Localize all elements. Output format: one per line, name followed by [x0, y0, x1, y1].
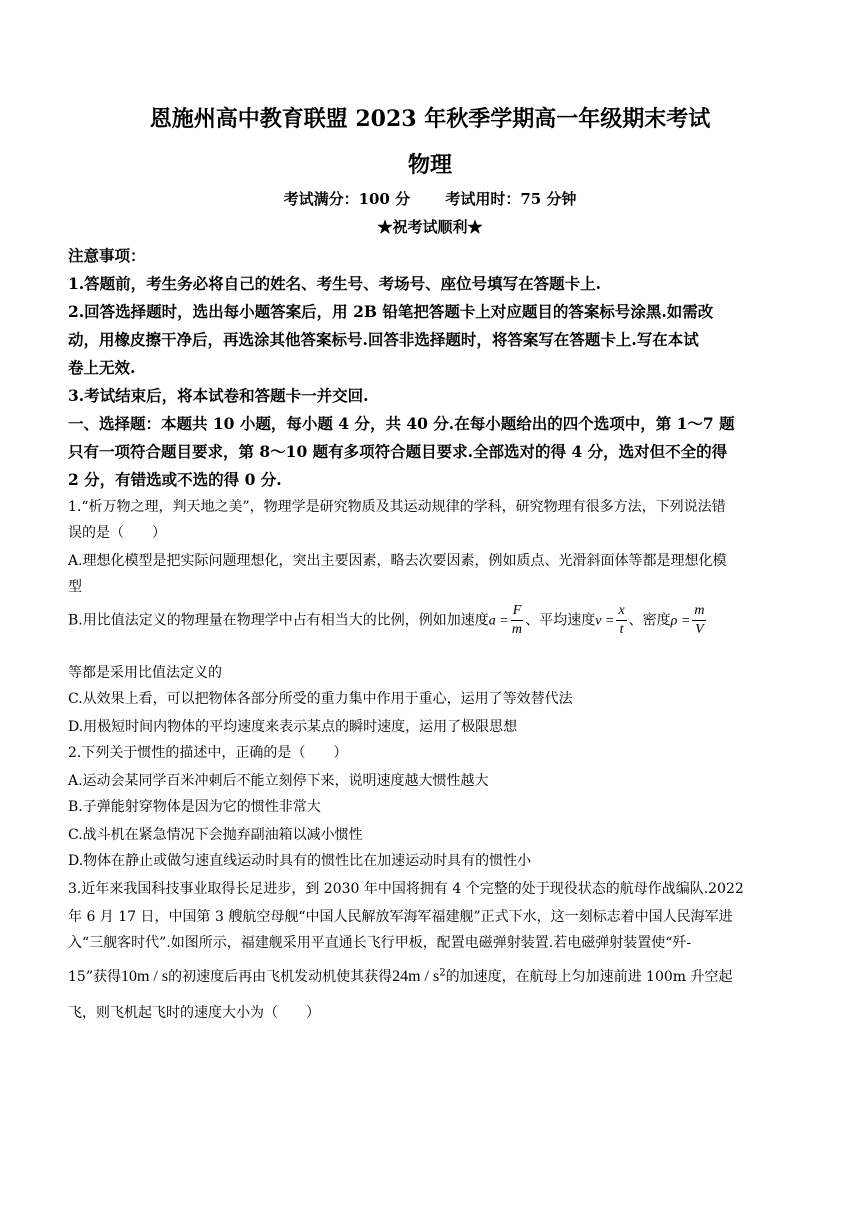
q1-stem-line-1: 1.“析万物之理，判天地之美”，物理学是研究物质及其运动规律的学科，研究物理有很多方法，下列说法错	[68, 499, 726, 515]
accel-denominator: m	[511, 622, 523, 637]
section-1-line-2: 只有一项符合题目要求，第 8～10 题有多项符合题目要求.全部选对的得 4 分，选对但不全的得	[68, 442, 728, 461]
notes-item-3: 3.考试结束后，将本试卷和答题卡一并交回.	[68, 386, 369, 405]
q3-line-3: 入“三舰客时代”.如图所示，福建舰采用平直通长飞行甲板，配置电磁弹射装置.若电磁弹射装置使“歼-	[68, 935, 692, 951]
q1-option-a-line-1: A.理想化模型是把实际问题理想化，突出主要因素，略去次要因素，例如质点、光滑斜面体等都是理想化模	[68, 553, 727, 569]
good-luck-line: ★祝考试顺利★	[377, 218, 483, 236]
q3-line-4	[68, 966, 733, 986]
q1-option-b-line-2: 等都是采用比值法定义的	[68, 665, 222, 681]
acceleration-value: 24m / s	[392, 968, 440, 985]
accel-formula-lhs: a =	[488, 613, 509, 629]
notes-item-1: 1.答题前，考生务必将自己的姓名、考生号、考场号、座位号填写在答题卡上.	[68, 274, 602, 293]
velocity-formula-lhs: v =	[595, 613, 615, 629]
accel-formula-fraction	[511, 602, 524, 639]
acceleration-exponent: 2	[439, 967, 446, 979]
exam-title: 恩施州高中教育联盟 2023 年秋季学期高一年级期末考试	[149, 106, 711, 132]
velocity-formula-fraction	[616, 602, 626, 639]
q1-option-b-line-1	[68, 602, 708, 639]
separator-density: 、密度	[628, 612, 671, 629]
q3-line-4-text-a: 15”获得	[68, 969, 121, 985]
q2-stem: 2.下列关于惯性的描述中，正确的是（ ）	[68, 745, 348, 761]
q3-line-1: 3.近年来我国科技事业取得长足进步，到 2030 年中国将拥有 4 个完整的处于现役状态的航母作战编队.2022	[68, 881, 744, 897]
notes-item-2-line-3: 卷上无效.	[68, 358, 136, 377]
exam-info: 考试满分：100 分 考试用时：75 分钟	[283, 190, 577, 208]
q2-option-d: D.物体在静止或做匀速直线运动时具有的惯性比在加速运动时具有的惯性小	[68, 853, 532, 869]
initial-velocity-value: 10m / s	[120, 968, 169, 985]
q2-option-b: B.子弹能射穿物体是因为它的惯性非常大	[68, 799, 321, 815]
section-1-line-1: 一、选择题：本题共 10 小题，每小题 4 分，共 40 分.在每小题给出的四个选项中，第 1～7 题	[68, 414, 735, 433]
subject-title: 物理	[407, 152, 452, 178]
q3-line-4-text-b: 的初速度后再由飞机发动机使其获得	[168, 969, 393, 985]
q1-option-a-line-2: 型	[68, 579, 82, 595]
density-numerator: m	[692, 602, 706, 621]
accel-numerator: F	[511, 602, 524, 621]
q1-option-b-text: B.用比值法定义的物理量在物理学中占有相当大的比例，例如加速度	[68, 612, 489, 629]
notes-item-2-line-1: 2.回答选择题时，选出每小题答案后，用 2B 铅笔把答题卡上对应题目的答案标号涂黑.如需改	[68, 302, 714, 321]
velocity-numerator: x	[616, 602, 626, 621]
density-formula-fraction	[692, 602, 706, 639]
q3-line-2: 年 6 月 17 日，中国第 3 艘航空母舰“中国人民解放军海军福建舰”正式下水，这一刻标志着中国人民海军进	[68, 909, 733, 925]
q2-option-c: C.战斗机在紧急情况下会抛弃副油箱以减小惯性	[68, 827, 363, 843]
density-formula-lhs: ρ =	[670, 613, 691, 629]
density-denominator: V	[695, 622, 704, 637]
notes-item-2-line-2: 动，用橡皮擦干净后，再选涂其他答案标号.回答非选择题时，将答案写在答题卡上.写在本试	[68, 330, 699, 349]
q3-line-5: 飞，则飞机起飞时的速度大小为（ ）	[68, 1005, 320, 1021]
separator-velocity: 、平均速度	[525, 612, 596, 629]
velocity-denominator: t	[619, 622, 624, 637]
q3-line-4-text-c: 的加速度，在航母上匀加速前进 100m 升空起	[445, 969, 733, 985]
q1-option-d: D.用极短时间内物体的平均速度来表示某点的瞬时速度，运用了极限思想	[68, 719, 518, 735]
section-1-line-3: 2 分，有错选或不选的得 0 分.	[68, 470, 282, 489]
q2-option-a: A.运动会某同学百米冲刺后不能立刻停下来，说明速度越大惯性越大	[68, 773, 489, 789]
notes-heading: 注意事项：	[68, 246, 146, 265]
q1-stem-line-2: 误的是（ ）	[68, 525, 166, 541]
q1-option-c: C.从效果上看，可以把物体各部分所受的重力集中作用于重心，运用了等效替代法	[68, 691, 573, 707]
